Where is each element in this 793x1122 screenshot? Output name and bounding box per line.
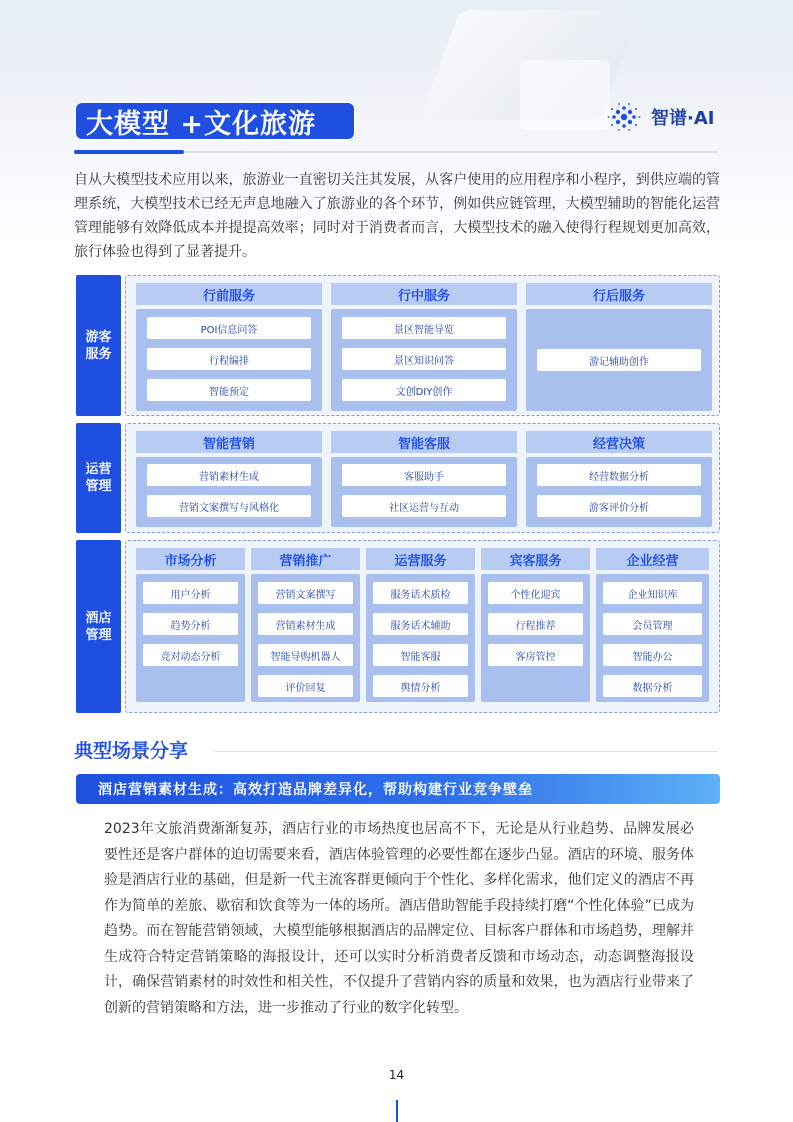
- list-item: 经营数据分析: [537, 464, 701, 486]
- list-item: 智能预定: [147, 379, 311, 401]
- column-panel: [136, 309, 322, 411]
- list-item: 服务话术质检: [373, 582, 468, 604]
- column: [526, 431, 712, 527]
- list-item: 营销素材生成: [147, 464, 311, 486]
- list-item: 景区知识问答: [342, 348, 506, 370]
- column-header: 智能营销: [136, 431, 322, 453]
- list-item: 行程编排: [147, 348, 311, 370]
- page-marker: [396, 1100, 398, 1122]
- column: [331, 431, 517, 527]
- column-header: 行后服务: [526, 283, 712, 305]
- page-number: 14: [388, 1068, 405, 1082]
- section-label: 运营管理: [76, 423, 121, 533]
- background-shape: [520, 60, 610, 130]
- brand-logo: [607, 101, 714, 133]
- column-panel: [596, 574, 709, 702]
- list-item: 服务话术辅助: [373, 613, 468, 635]
- list-item: 智能客服: [373, 644, 468, 666]
- section-heading: 典型场景分享: [74, 740, 189, 762]
- scenario-paragraph: 2023年文旅消费渐渐复苏，酒店行业的市场热度也居高不下，无论是从行业趋势、品牌发展必要性还是客户群体的迫切需要来看，酒店体验管理的必要性都在逐步凸显。酒店的环境、服务体验是酒店行业的基础，但是新一代主流客群更倾向于个性化、多样化需求，他们定义的酒店不再作为简单的差旅、歇宿和饮食等为一体的场所。酒店借助智能手段持续打磨“个性化体验”已成为趋势。而在智能营销领域，大模型能够根据酒店的品牌定位、目标客户群体和市场趋势，理解并生成符合特定营销策略的海报设计，还可以实时分析消费者反馈和市场动态，动态调整海报设计，确保营销素材的时效性和相关性，不仅提升了营销内容的质量和效果，也为酒店行业带来了创新的营销策略和方法，进一步推动了行业的数字化转型。: [104, 821, 694, 1016]
- column-panel: [526, 309, 712, 411]
- list-item: 客服助手: [342, 464, 506, 486]
- list-item: 游客评价分析: [537, 495, 701, 517]
- title-divider-accent: [74, 150, 184, 154]
- column: [331, 283, 517, 411]
- column-header: 经营决策: [526, 431, 712, 453]
- section-body: [125, 423, 720, 533]
- zhipu-dots-logo-icon: [607, 101, 641, 133]
- list-item: 趋势分析: [143, 613, 238, 635]
- list-item: 行程推荐: [488, 613, 583, 635]
- section-tourist-service: [76, 275, 720, 416]
- section-operation-management: [76, 423, 720, 533]
- list-item: 营销文案撰写: [258, 582, 353, 604]
- column-header: 智能客服: [331, 431, 517, 453]
- column-panel: [136, 574, 245, 702]
- column: [526, 283, 712, 411]
- column-panel: [526, 457, 712, 527]
- list-item: 景区智能导览: [342, 317, 506, 339]
- column-panel: [481, 574, 590, 702]
- list-item: 会员管理: [603, 613, 702, 635]
- section-body: [125, 540, 720, 713]
- list-item: 营销素材生成: [258, 613, 353, 635]
- column-header: 企业经营: [596, 548, 709, 570]
- column-header: 市场分析: [136, 548, 245, 570]
- column: [136, 431, 322, 527]
- section-label: 酒店管理: [76, 540, 121, 713]
- heading-divider: [214, 751, 718, 752]
- list-item: 竞对动态分析: [143, 644, 238, 666]
- column: [481, 548, 590, 706]
- column: [136, 283, 322, 411]
- section-label: 游客服务: [76, 275, 121, 416]
- list-item: 数据分析: [603, 675, 702, 697]
- column-header: 运营服务: [366, 548, 475, 570]
- list-item: 文创DIY创作: [342, 379, 506, 401]
- list-item: 智能办公: [603, 644, 702, 666]
- list-item: 社区运营与互动: [342, 495, 506, 517]
- list-item: 舆情分析: [373, 675, 468, 697]
- section-hotel-management: [76, 540, 720, 713]
- column-header: 宾客服务: [481, 548, 590, 570]
- column: [136, 548, 245, 706]
- list-item: 评价回复: [258, 675, 353, 697]
- column-header: 行前服务: [136, 283, 322, 305]
- logo-text: 智谱·AI: [651, 108, 715, 129]
- list-item: 企业知识库: [603, 582, 702, 604]
- page-title: 大模型 +文化旅游: [74, 101, 356, 141]
- list-item: 营销文案撰写与风格化: [147, 495, 311, 517]
- list-item: 客房管控: [488, 644, 583, 666]
- list-item: 个性化迎宾: [488, 582, 583, 604]
- list-item: 智能导购机器人: [258, 644, 353, 666]
- column-panel: [331, 457, 517, 527]
- column: [251, 548, 360, 706]
- column: [366, 548, 475, 706]
- column-panel: [366, 574, 475, 702]
- list-item: 游记辅助创作: [537, 349, 701, 371]
- column-panel: [136, 457, 322, 527]
- list-item: POI信息问答: [147, 317, 311, 339]
- section-body: [125, 275, 720, 416]
- column-panel: [251, 574, 360, 702]
- column-header: 行中服务: [331, 283, 517, 305]
- list-item: 用户分析: [143, 582, 238, 604]
- intro-paragraph: 自从大模型技术应用以来，旅游业一直密切关注其发展，从客户使用的应用程序和小程序，到供应端的管理系统，大模型技术已经无声息地融入了旅游业的各个环节，例如供应链管理，大模型辅助的智能化运营管理能够有效降低成本并提提高效率；同时对于消费者而言，大模型技术的融入使得行程规划更加高效，旅行体验也得到了显著提升。: [74, 172, 720, 260]
- scenario-banner: 酒店营销素材生成：高效打造品牌差异化，帮助构建行业竞争壁垒: [76, 774, 720, 804]
- column: [596, 548, 709, 706]
- column-panel: [331, 309, 517, 411]
- column-header: 营销推广: [251, 548, 360, 570]
